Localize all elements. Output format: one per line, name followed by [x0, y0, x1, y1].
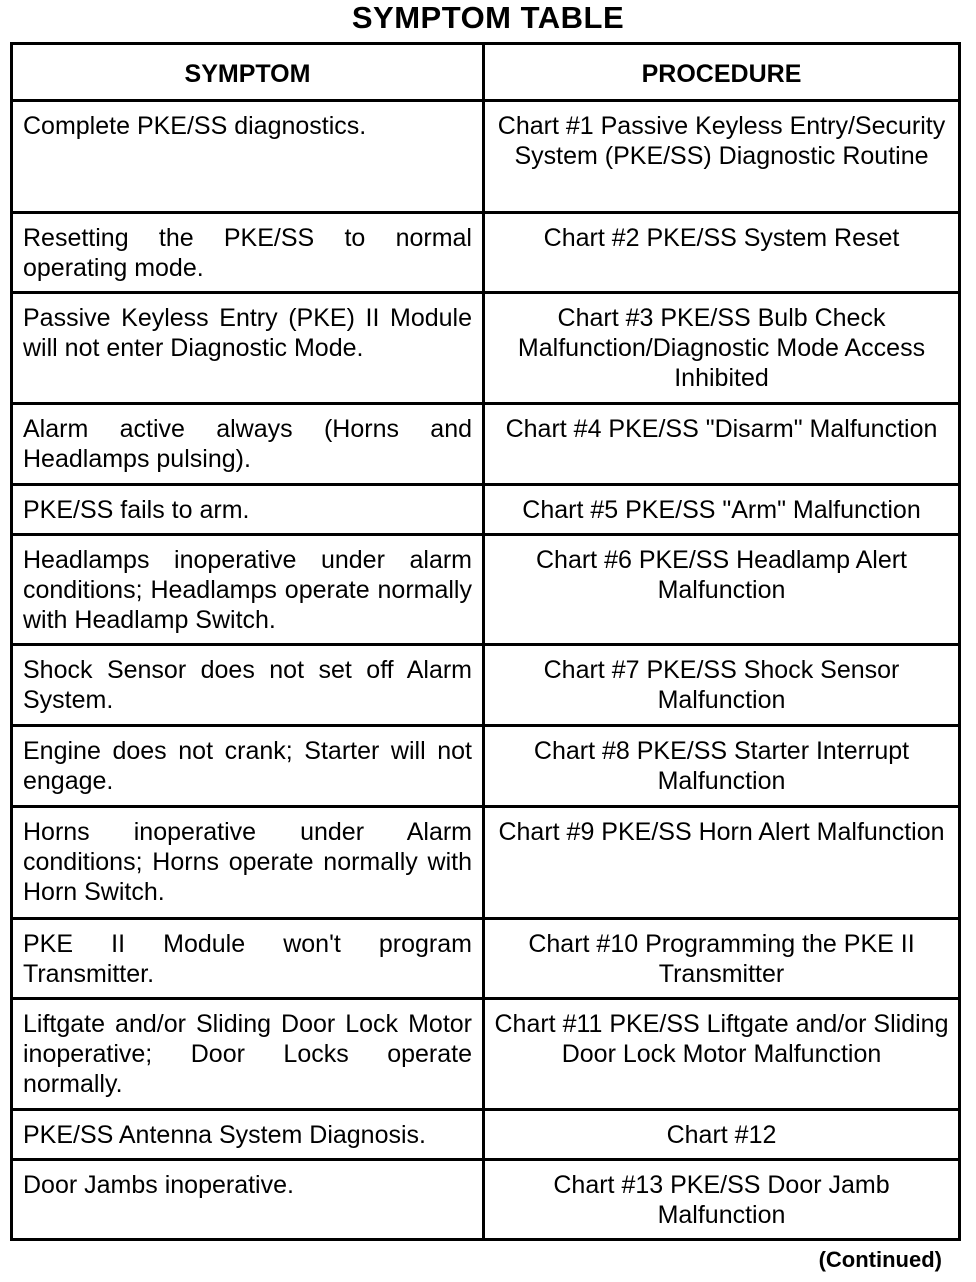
symptom-cell: Liftgate and/or Sliding Door Lock Motor inoperative; Door Locks operate normally.	[12, 999, 484, 1110]
procedure-cell: Chart #1 Passive Keyless Entry/Security System (PKE/SS) Diagnostic Routine	[484, 101, 960, 213]
symptom-table	[10, 42, 961, 1241]
symptom-cell: Horns inoperative under Alarm conditions; Horns operate normally with Horn Switch.	[12, 807, 484, 919]
symptom-cell: Complete PKE/SS diagnostics.	[12, 101, 484, 213]
symptom-cell: PKE/SS Antenna System Diagnosis.	[12, 1110, 484, 1160]
procedure-cell: Chart #5 PKE/SS "Arm" Malfunction	[484, 485, 960, 535]
symptom-cell: PKE/SS fails to arm.	[12, 485, 484, 535]
procedure-cell: Chart #4 PKE/SS "Disarm" Malfunction	[484, 404, 960, 485]
procedure-cell: Chart #7 PKE/SS Shock Sensor Malfunction	[484, 645, 960, 726]
procedure-cell: Chart #8 PKE/SS Starter Interrupt Malfunction	[484, 726, 960, 807]
symptom-cell: Alarm active always (Horns and Headlamps pulsing).	[12, 404, 484, 485]
symptom-cell: Engine does not crank; Starter will not engage.	[12, 726, 484, 807]
table-row	[12, 213, 960, 293]
procedure-cell: Chart #6 PKE/SS Headlamp Alert Malfunction	[484, 535, 960, 645]
table-row	[12, 919, 960, 999]
procedure-cell: Chart #12	[484, 1110, 960, 1160]
table-row	[12, 535, 960, 645]
table-row	[12, 485, 960, 535]
symptom-cell: Shock Sensor does not set off Alarm System.	[12, 645, 484, 726]
procedure-cell: Chart #11 PKE/SS Liftgate and/or Sliding Door Lock Motor Malfunction	[484, 999, 960, 1110]
page-title: SYMPTOM TABLE	[351, 0, 625, 35]
table-row	[12, 807, 960, 919]
procedure-cell: Chart #10 Programming the PKE II Transmitter	[484, 919, 960, 999]
table-row	[12, 726, 960, 807]
symptom-cell: Resetting the PKE/SS to normal operating mode.	[12, 213, 484, 293]
table-row	[12, 404, 960, 485]
symptom-column-header: SYMPTOM	[12, 44, 484, 101]
table-row	[12, 101, 960, 213]
symptom-cell: Door Jambs inoperative.	[12, 1160, 484, 1240]
header-row	[12, 44, 960, 101]
table-row	[12, 999, 960, 1110]
symptom-cell: PKE II Module won't program Transmitter.	[12, 919, 484, 999]
table-row	[12, 1110, 960, 1160]
table-row	[12, 645, 960, 726]
continued-note: (Continued)	[818, 1247, 942, 1272]
procedure-cell: Chart #3 PKE/SS Bulb Check Malfunction/Diagnostic Mode Access Inhibited	[484, 293, 960, 404]
procedure-cell: Chart #9 PKE/SS Horn Alert Malfunction	[484, 807, 960, 919]
table-row	[12, 1160, 960, 1240]
procedure-column-header: PROCEDURE	[484, 44, 960, 101]
symptom-cell: Headlamps inoperative under alarm conditions; Headlamps operate normally with Headlamp Switch.	[12, 535, 484, 645]
procedure-cell: Chart #2 PKE/SS System Reset	[484, 213, 960, 293]
symptom-cell: Passive Keyless Entry (PKE) II Module will not enter Diagnostic Mode.	[12, 293, 484, 404]
table-row	[12, 293, 960, 404]
procedure-cell: Chart #13 PKE/SS Door Jamb Malfunction	[484, 1160, 960, 1240]
